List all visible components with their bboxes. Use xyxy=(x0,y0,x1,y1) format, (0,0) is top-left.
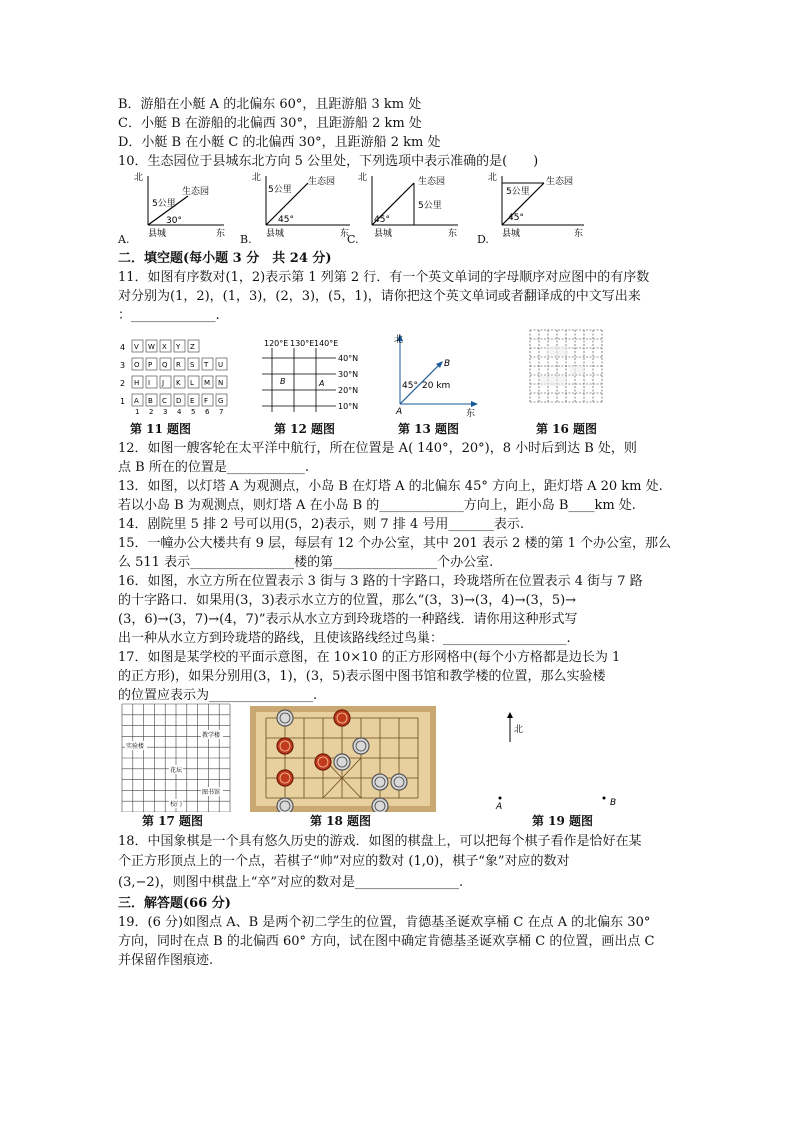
question-18-line3: (3,−2)，则图中棋盘上“卒”对应的数对是________________. xyxy=(118,875,464,890)
question-19-line1: 19．(6 分)如图点 A、B 是两个初二学生的位置，肯德基圣诞欢享桶 C 在点 A 的北偏东 30° xyxy=(118,915,651,930)
question-17-line1: 17．如图是某学校的平面示意图，在 10×10 的正方形网格中(每个小方格都是边长为 1 xyxy=(118,650,621,665)
fig11-letter: G xyxy=(218,397,224,405)
question-18-line1: 18．中国象棋是一个具有悠久历史的游戏．如图的棋盘上，可以把每个棋子看作是恰好在某 xyxy=(118,834,642,849)
fig11-letter-grid xyxy=(118,336,238,416)
section-answer-title: 三．解答题(66 分) xyxy=(118,896,231,911)
question-19-line3: 并保留作图痕迹. xyxy=(118,953,214,968)
fig12-latlon-grid xyxy=(258,336,370,416)
fig18-chess-board xyxy=(250,706,436,812)
fig18-red-piece xyxy=(277,738,293,754)
fig11-letter: B xyxy=(148,397,153,405)
fig11-letter: S xyxy=(190,361,195,369)
q10a-park: 生态园 xyxy=(182,187,210,197)
q10a-county: 县城 xyxy=(148,229,167,239)
fig18-black-piece xyxy=(334,754,350,770)
question-14: 14．剧院里 5 排 2 号可以用(5，2)表示，则 7 排 4 号用_______表示. xyxy=(118,517,525,532)
fig11-letter: I xyxy=(148,379,151,387)
q10c-north: 北 xyxy=(358,173,368,183)
fig11-letter: E xyxy=(190,397,195,405)
q10-option-b-label: B. xyxy=(240,233,252,246)
fig18-black-piece xyxy=(372,774,388,790)
fig13-east: 东 xyxy=(466,409,476,419)
fig11-letter: U xyxy=(218,361,224,369)
fig18-black-piece xyxy=(391,774,407,790)
q10c-county: 县城 xyxy=(374,229,393,239)
question-16-line3: (3，6)→(3，7)→(4，7)”表示从水立方到玲珑塔的一种路线．请你用这种形式写 xyxy=(118,612,578,627)
q10-options-figure xyxy=(118,170,718,250)
section-fill-in-title: 二．填空题(每小题 3 分 共 24 分) xyxy=(118,251,332,266)
fig12-point-a: A xyxy=(319,379,325,388)
q10b-north: 北 xyxy=(252,173,262,183)
q10-option-a-label: A. xyxy=(118,233,130,246)
fig11-col-number: 4 xyxy=(177,408,182,416)
fig13-angle: 45° xyxy=(402,381,418,391)
fig11-letter: L xyxy=(190,379,194,387)
q10a-east: 东 xyxy=(216,229,226,239)
fig11-row-number: 2 xyxy=(120,379,126,388)
q10c-park: 生态园 xyxy=(418,177,446,187)
caption-fig12: 第 12 题图 xyxy=(274,422,336,436)
question-13-line1: 13．如图，以灯塔 A 为观测点，小岛 B 在灯塔 A 的北偏东 45° 方向上，距灯塔 A 20 km 处. xyxy=(118,479,663,494)
q10b-county: 县城 xyxy=(266,229,285,239)
fig12-lon-2: 140°E xyxy=(314,339,339,348)
fig12-lon-1: 130°E xyxy=(290,339,315,348)
question-11-line2: 对分别为(1，2)，(1，3)，(2，3)，(5，1)，请你把这个英文单词或者翻译成的中文写出来 xyxy=(118,289,641,304)
fig12-lon-0: 120°E xyxy=(264,339,289,348)
q10-option-c-diagram xyxy=(358,171,458,239)
question-16-line2: 的十字路口．如果用(3，3)表示水立方的位置，那么“(3，3)→(3，4)→(3，5)→ xyxy=(118,593,577,608)
fig11-letter: K xyxy=(176,379,181,387)
question-15-line1: 15．一幢办公大楼共有 9 层，每层有 12 个办公室，其中 201 表示 2 楼的第 1 个办公室，那么 xyxy=(118,536,672,551)
fig11-row-number: 1 xyxy=(120,397,126,406)
q10d-angle: 45° xyxy=(508,213,524,223)
fig16-street-grid xyxy=(516,326,616,416)
fig18-black-piece xyxy=(277,798,293,812)
fig11-letter: J xyxy=(162,379,165,387)
question-17-line2: 的正方形)，如果分别用(3，1)，(3，5)表示图中图书馆和教学楼的位置，那么实验楼 xyxy=(118,669,606,684)
fig11-col-number: 5 xyxy=(191,408,196,416)
fig12-lat-1: 30°N xyxy=(338,370,359,379)
fig11-letter: N xyxy=(218,379,224,387)
fig18-red-piece xyxy=(315,754,331,770)
fig11-row-number: 4 xyxy=(120,343,126,352)
question-18-line2: 个正方形顶点上的一个点，若棋子“帅”对应的数对 (1,0)，棋子“象”对应的数对 xyxy=(118,854,570,869)
q10-option-c-label: C. xyxy=(347,233,359,246)
caption-fig17: 第 17 题图 xyxy=(142,814,204,828)
fig17-lab-label: 实验楼 xyxy=(126,743,145,750)
fig11-letter: X xyxy=(162,343,167,351)
fig11-letter: P xyxy=(148,361,153,369)
q10b-park: 生态园 xyxy=(308,177,336,187)
fig11-letter: D xyxy=(176,397,182,405)
fig17-school-grid xyxy=(118,702,238,812)
q10d-county: 县城 xyxy=(502,229,521,239)
q10b-angle: 45° xyxy=(278,215,294,225)
fig11-letter: A xyxy=(134,397,139,405)
fig11-letter: F xyxy=(204,397,209,405)
caption-fig13: 第 13 题图 xyxy=(398,422,460,436)
fig18-black-piece xyxy=(277,710,293,726)
fig11-letter: Q xyxy=(162,361,168,369)
q10-diagrams xyxy=(118,170,718,250)
fig16-water-cube xyxy=(540,376,566,386)
fig19-points xyxy=(490,708,620,812)
q10d-east: 东 xyxy=(574,229,584,239)
fig17-lib-label: 图书馆 xyxy=(202,789,221,796)
fig12-point-b: B xyxy=(280,377,286,386)
fig18-black-piece xyxy=(353,738,369,754)
caption-fig11: 第 11 题图 xyxy=(130,422,192,436)
q10c-east: 东 xyxy=(448,229,458,239)
fig17-gate-label: 校门 xyxy=(170,801,183,808)
option-d-line: D．小艇 B 在小艇 C 的北偏西 30°，且距游船 2 km 处 xyxy=(118,135,441,150)
fig17-garden-label: 花坛 xyxy=(170,767,183,774)
fig16-tower xyxy=(570,366,584,374)
q10c-dist: 5公里 xyxy=(418,201,442,211)
q10d-dist: 5公里 xyxy=(506,187,530,197)
fig11-letter: H xyxy=(134,379,140,387)
fig12-lat-3: 10°N xyxy=(338,402,359,411)
q10b-east: 东 xyxy=(340,229,350,239)
fig11-col-number: 7 xyxy=(219,408,224,416)
fig19-point-b: B xyxy=(610,798,617,808)
question-17-line3: 的位置应表示为________________. xyxy=(118,688,318,703)
fig11-col-number: 1 xyxy=(135,408,140,416)
caption-fig18: 第 18 题图 xyxy=(310,814,372,828)
fig19-north: 北 xyxy=(514,725,524,735)
q10a-angle: 30° xyxy=(166,216,182,226)
q10a-north: 北 xyxy=(134,173,144,183)
question-19-line2: 方向，同时在点 B 的北偏西 60° 方向，试在图中确定肯德基圣诞欢享桶 C 的位置，画出点 C xyxy=(118,934,655,949)
fig13-point-a: A xyxy=(396,407,403,417)
question-12-line2: 点 B 所在的位置是____________. xyxy=(118,460,309,475)
fig19-point-a: A xyxy=(496,802,503,812)
option-c-line: C．小艇 B 在游船的北偏西 30°，且距游船 2 km 处 xyxy=(118,116,422,131)
q10d-north: 北 xyxy=(488,173,498,183)
fig11-letter: Y xyxy=(176,343,181,351)
fig12-lat-2: 20°N xyxy=(338,386,359,395)
q10b-dist: 5公里 xyxy=(268,185,292,195)
fig12-lat-0: 40°N xyxy=(338,354,359,363)
fig11-letter: O xyxy=(134,361,140,369)
fig11-col-number: 3 xyxy=(163,408,168,416)
option-b-line: B．游船在小艇 A 的北偏东 60°，且距游船 3 km 处 xyxy=(118,97,422,112)
question-16-line1: 16．如图，水立方所在位置表示 3 街与 3 路的十字路口，玲珑塔所在位置表示 4 街与 7 路 xyxy=(118,574,643,589)
fig17-teach-label: 教学楼 xyxy=(202,732,221,739)
fig13-bearing-diagram xyxy=(388,330,488,420)
q10c-angle: 45° xyxy=(374,215,390,225)
q10-option-d-label: D. xyxy=(477,233,489,246)
fig11-letter: T xyxy=(204,361,209,369)
caption-fig16: 第 16 题图 xyxy=(536,422,598,436)
fig13-point-b: B xyxy=(444,359,451,369)
q10a-dist: 5公里 xyxy=(152,199,176,209)
fig11-letter: V xyxy=(134,343,139,351)
q10d-park: 生态园 xyxy=(546,177,574,187)
question-13-line2: 若以小岛 B 为观测点，则灯塔 A 在小岛 B 的_____________方向上，距小岛 B____km 处. xyxy=(118,498,636,513)
fig18-black-piece xyxy=(372,798,388,812)
question-16-line4: 出一种从水立方到玲珑塔的路线，且使该路线经过鸟巢：___________________. xyxy=(118,631,571,646)
fig11-letter: M xyxy=(204,379,211,387)
question-10: 10．生态园位于县城东北方向 5 公里处，下列选项中表示准确的是( ) xyxy=(118,154,539,169)
fig11-letter: R xyxy=(176,361,181,369)
fig18-red-piece xyxy=(334,710,350,726)
q10-option-a-diagram xyxy=(134,171,225,239)
fig18-red-piece xyxy=(277,770,293,786)
q10-option-b-diagram xyxy=(252,171,350,239)
question-15-line2: 么 511 表示________________楼的第________________个办公室. xyxy=(118,555,494,570)
fig11-row-number: 3 xyxy=(120,361,126,370)
fig13-dist: 20 km xyxy=(422,381,451,391)
fig13-north: 北 xyxy=(394,335,404,345)
fig11-col-number: 2 xyxy=(149,408,154,416)
fig11-col-number: 6 xyxy=(205,408,210,416)
fig11-letter: W xyxy=(148,343,155,351)
caption-fig19: 第 19 题图 xyxy=(532,814,594,828)
fig11-letter: C xyxy=(162,397,167,405)
question-12-line1: 12．如图一艘客轮在太平洋中航行，所在位置是 A( 140°，20°)，8 小时后到达 B 处，则 xyxy=(118,441,637,456)
q10-option-d-diagram xyxy=(488,171,584,239)
fig16-bird-nest xyxy=(546,346,568,356)
fig11-letter: Z xyxy=(190,343,195,351)
question-11-line1: 11．如图有序数对(1，2)表示第 1 列第 2 行．有一个英文单词的字母顺序对应图中的有序数 xyxy=(118,270,650,285)
question-11-line3: ：_____________. xyxy=(118,308,220,323)
